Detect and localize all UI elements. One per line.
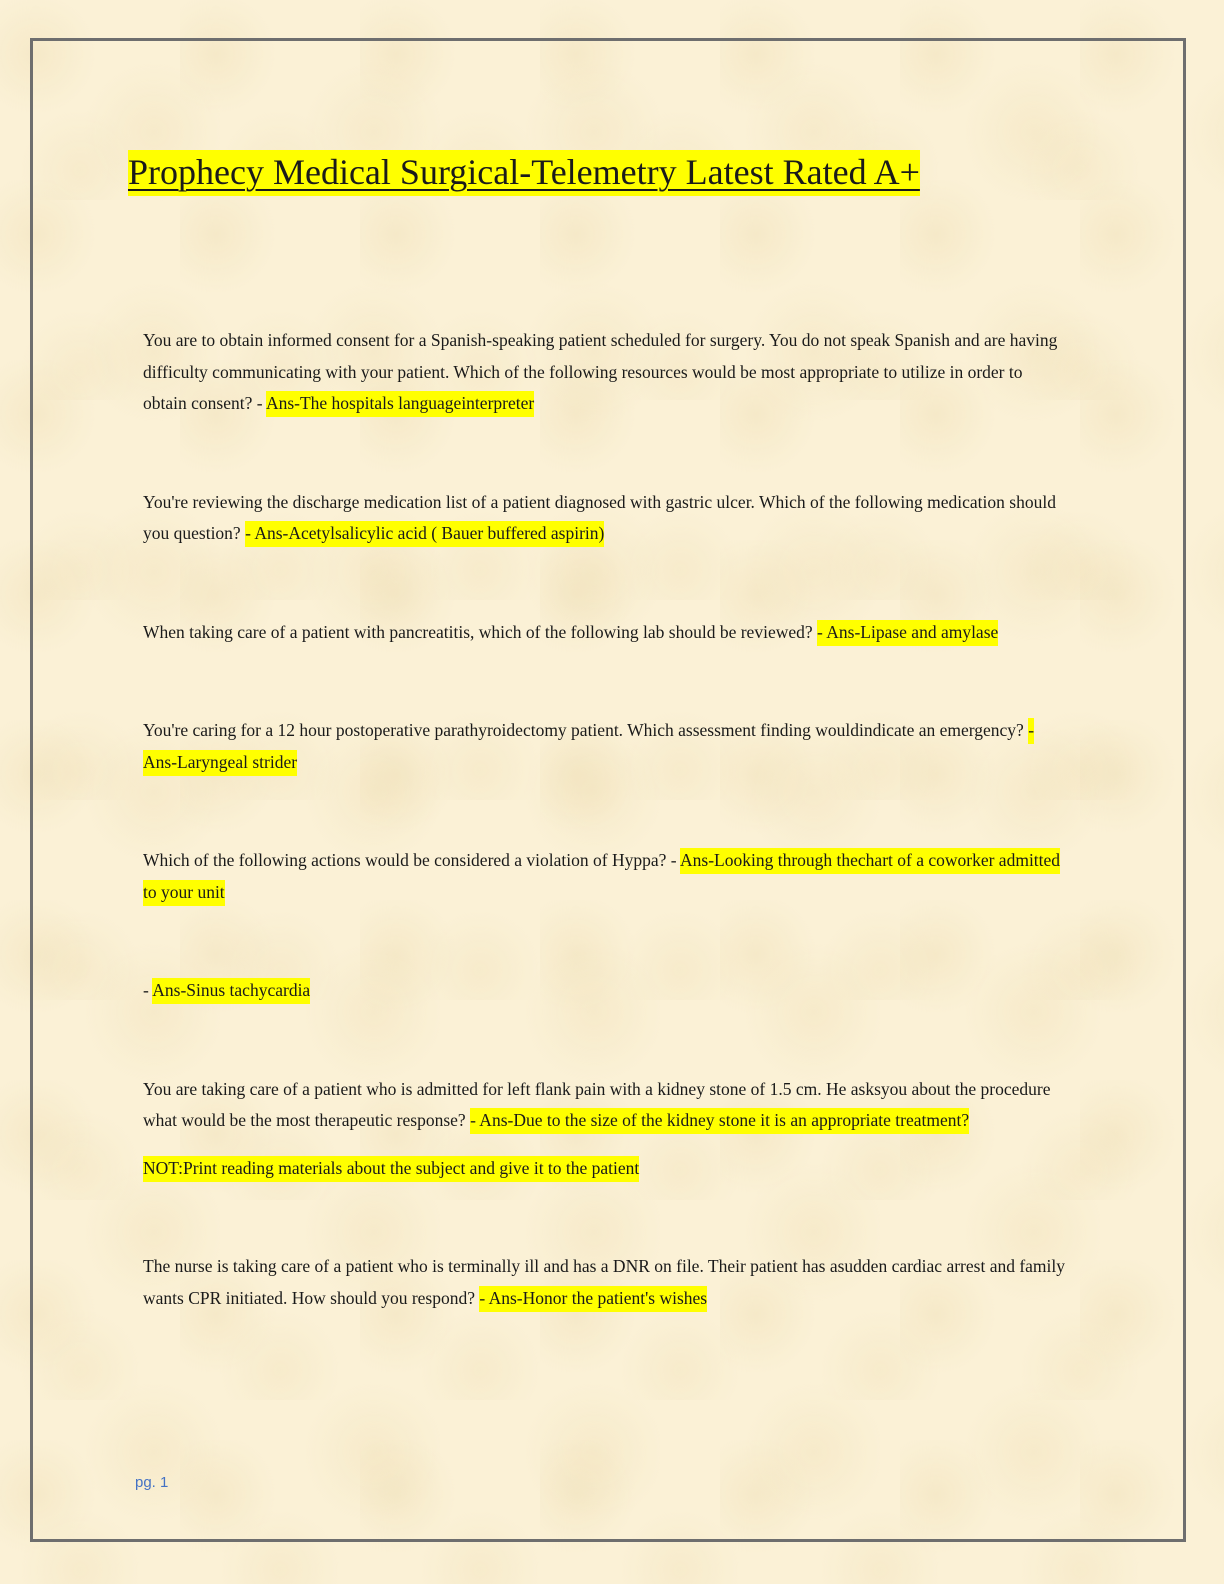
qa-item bbox=[143, 715, 1068, 778]
question-text: The nurse is taking care of a patient who is terminally ill and has a DNR on file. Their patient has asudden cardiac arrest and family wants CPR initiated. How should you respond? bbox=[143, 1256, 1066, 1308]
question-text: You are taking care of a patient who is admitted for left flank pain with a kidney stone of 1.5 cm. He asksyou about the procedure what would be the most therapeutic response? bbox=[143, 1078, 1051, 1130]
note-text: NOT:Print reading materials about the subject and give it to the patient bbox=[143, 1156, 639, 1182]
qa-item bbox=[143, 487, 1068, 550]
qa-item bbox=[143, 975, 1068, 1007]
title-text: Prophecy Medical Surgical-Telemetry Latest Rated A+ bbox=[128, 150, 920, 196]
qa-item bbox=[143, 325, 1068, 420]
qa-list bbox=[143, 325, 1068, 1314]
answer-text: - Ans-Lipase and amylase bbox=[817, 620, 998, 646]
page-number: pg. 1 bbox=[135, 1474, 169, 1491]
question-text: You're caring for a 12 hour postoperative parathyroidectomy patient. Which assessment finding wouldindicate an emergency? bbox=[143, 720, 1029, 740]
qa-item bbox=[143, 617, 1068, 649]
answer-text: - Ans-Honor the patient's wishes bbox=[479, 1286, 707, 1312]
qa-item bbox=[143, 845, 1068, 908]
answer-text: Ans-Sinus tachycardia bbox=[152, 978, 310, 1004]
qa-item bbox=[143, 1074, 1068, 1137]
answer-text: - Ans-Due to the size of the kidney stone it is an appropriate treatment? bbox=[470, 1108, 969, 1134]
answer-note bbox=[143, 1153, 1068, 1185]
question-text: When taking care of a patient with pancreatitis, which of the following lab should be reviewed? bbox=[143, 621, 818, 642]
qa-item bbox=[143, 1251, 1068, 1314]
answer-text: - Ans-Acetylsalicylic acid ( Bauer buffered aspirin) bbox=[245, 521, 604, 547]
page-title bbox=[128, 144, 920, 200]
answer-text: Ans-Looking through thechart of a coworker admitted to your unit bbox=[143, 848, 1060, 906]
question-text: You're reviewing the discharge medication list of a patient diagnosed with gastric ulcer. Which of the following medication should you question? bbox=[143, 491, 1056, 543]
answer-text: Ans-The hospitals languageinterpreter bbox=[266, 391, 534, 417]
answer-text: - Ans-Laryngeal strider bbox=[143, 718, 1034, 776]
question-text: - bbox=[143, 980, 153, 1000]
question-text: You are to obtain informed consent for a Spanish-speaking patient scheduled for surgery. You do not speak Spanish and are having difficulty communicating with your patient. Which of the following resources would be most appropriate to utilize in order to obtain consent? - bbox=[143, 330, 1058, 413]
question-text: Which of the following actions would be considered a violation of Hyppa? - bbox=[143, 850, 681, 870]
